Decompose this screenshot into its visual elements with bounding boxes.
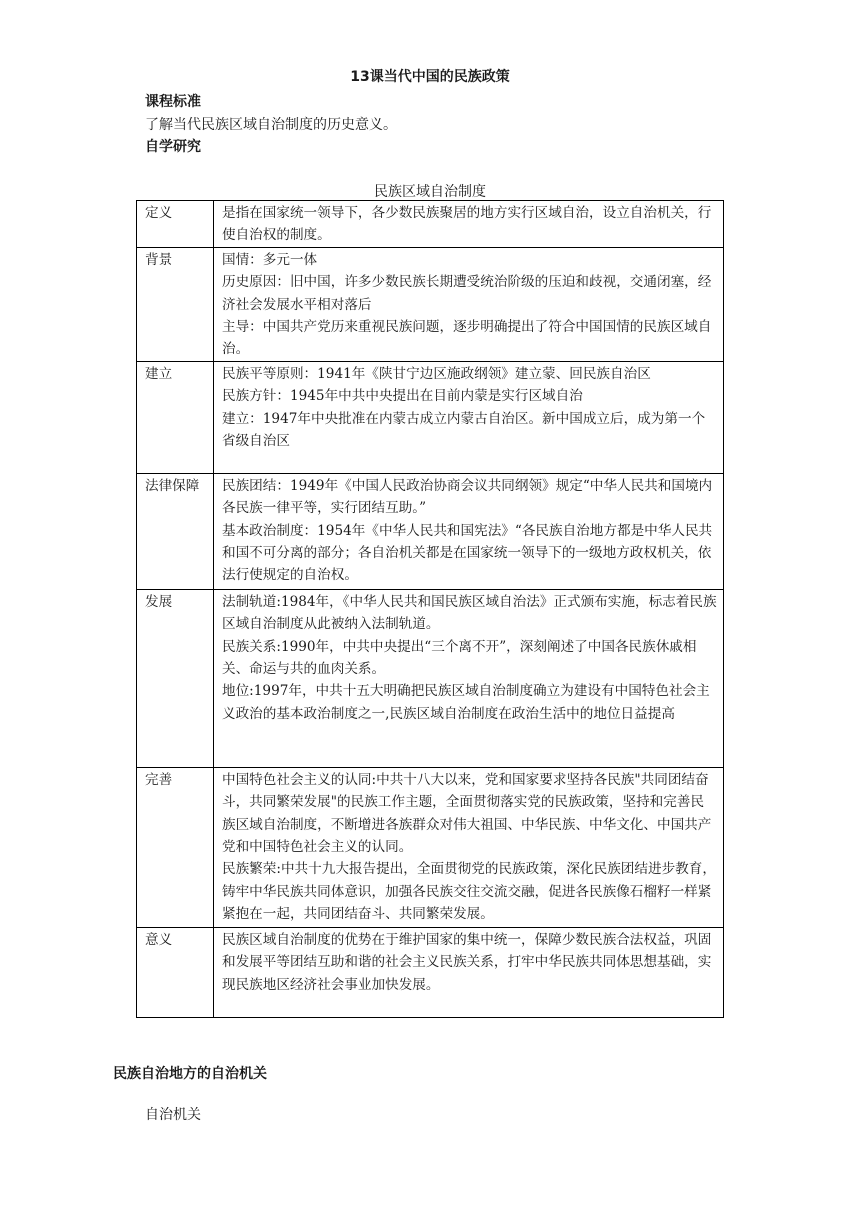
section-heading-selfstudy: 自学研究	[145, 139, 201, 155]
row-content	[214, 201, 724, 248]
content-line: 民族关系:1990年，中共中央提出“三个离不开”，深刻阐述了中国各民族休戚相关、命运与共的血肉关系。	[222, 638, 697, 678]
section-heading-curriculum: 课程标准	[145, 94, 201, 110]
table-row	[137, 927, 724, 1017]
content-line: 民族繁荣:中共十九大报告提出，全面贯彻党的民族政策，深化民族团结进步教育，铸牢中华民族共同体意识，加强各民族交往交流交融，促进各民族像石榴籽一样紧紧抱在一起，共同团结奋斗、共同繁荣发展。	[222, 861, 716, 923]
section-heading-organs: 民族自治地方的自治机关	[113, 1066, 267, 1082]
row-content	[214, 473, 724, 589]
table-caption: 民族区域自治制度	[374, 184, 486, 200]
content-line: 主导：中国共产党历来重视民族问题，逐步明确提出了符合中国国情的民族区域自治。	[222, 319, 712, 358]
table-row	[137, 589, 724, 767]
row-label: 法律保障	[137, 473, 214, 589]
row-content	[214, 361, 724, 473]
content-line: 民族区域自治制度的优势在于维护国家的集中统一，保障少数民族合法权益，巩固和发展平等团结互助和谐的社会主义民族关系，打牢中华民族共同体思想基础，实现民族地区经济社会事业加快发展。	[222, 931, 712, 993]
table-row	[137, 361, 724, 473]
row-label: 意义	[137, 927, 214, 1017]
table-row	[137, 247, 724, 361]
table-row	[137, 201, 724, 248]
row-content	[214, 767, 724, 927]
row-label: 发展	[137, 589, 214, 767]
row-label: 背景	[137, 247, 214, 361]
organs-subheading: 自治机关	[145, 1107, 201, 1123]
content-line: 是指在国家统一领导下，各少数民族聚居的地方实行区域自治，设立自治机关，行使自治权的制度。	[222, 205, 712, 244]
row-label: 建立	[137, 361, 214, 473]
row-label: 完善	[137, 767, 214, 927]
row-label: 定义	[137, 201, 214, 248]
row-content	[214, 589, 724, 767]
curriculum-text: 了解当代民族区域自治制度的历史意义。	[145, 117, 397, 133]
content-line: 历史原因：旧中国，许多少数民族长期遭受统治阶级的压迫和歧视，交通闭塞，经济社会发展水平相对落后	[222, 274, 712, 313]
row-content	[214, 247, 724, 361]
autonomy-table	[136, 200, 724, 1018]
lesson-title: 13课当代中国的民族政策	[350, 69, 510, 85]
content-line: 民族平等原则：1941年《陕甘宁边区施政纲领》建立蒙、回民族自治区	[222, 365, 651, 382]
table-row	[137, 473, 724, 589]
table-row	[137, 767, 724, 927]
content-line: 地位:1997年，中共十五大明确把民族区域自治制度确立为建设有中国特色社会主义政治的基本政治制度之一,民族区域自治制度在政治生活中的地位日益提高	[222, 683, 710, 722]
content-line: 基本政治制度：1954年《中华人民共和国宪法》“各民族自治地方都是中华人民共和国不可分离的部分；各自治机关都是在国家统一领导下的一级地方政权机关，依法行使规定的自治权。	[222, 522, 713, 584]
row-content	[214, 927, 724, 1017]
content-line: 法制轨道:1984年，《中华人民共和国民族区域自治法》正式颁布实施，标志着民族区域自治制度从此被纳入法制轨道。	[222, 593, 717, 633]
content-line: 民族方针：1945年中共中央提出在目前内蒙是实行区域自治	[222, 388, 583, 405]
content-line: 中国特色社会主义的认同:中共十八大以来，党和国家要求坚持各民族"共同团结奋斗，共同繁荣发展"的民族工作主题，全面贯彻落实党的民族政策，坚持和完善民族区域自治制度，不断增进各族群众对伟大祖国、中华民族、中华文化、中国共产党和中国特色社会主义的认同。	[222, 771, 712, 856]
content-line: 国情：多元一体	[222, 251, 318, 268]
content-line: 建立：1947年中央批准在内蒙古成立内蒙古自治区。新中国成立后，成为第一个省级自治区	[222, 410, 706, 450]
content-line: 民族团结：1949年《中国人民政治协商会议共同纲领》规定“中华人民共和国境内各民族一律平等，实行团结互助。”	[222, 477, 713, 517]
